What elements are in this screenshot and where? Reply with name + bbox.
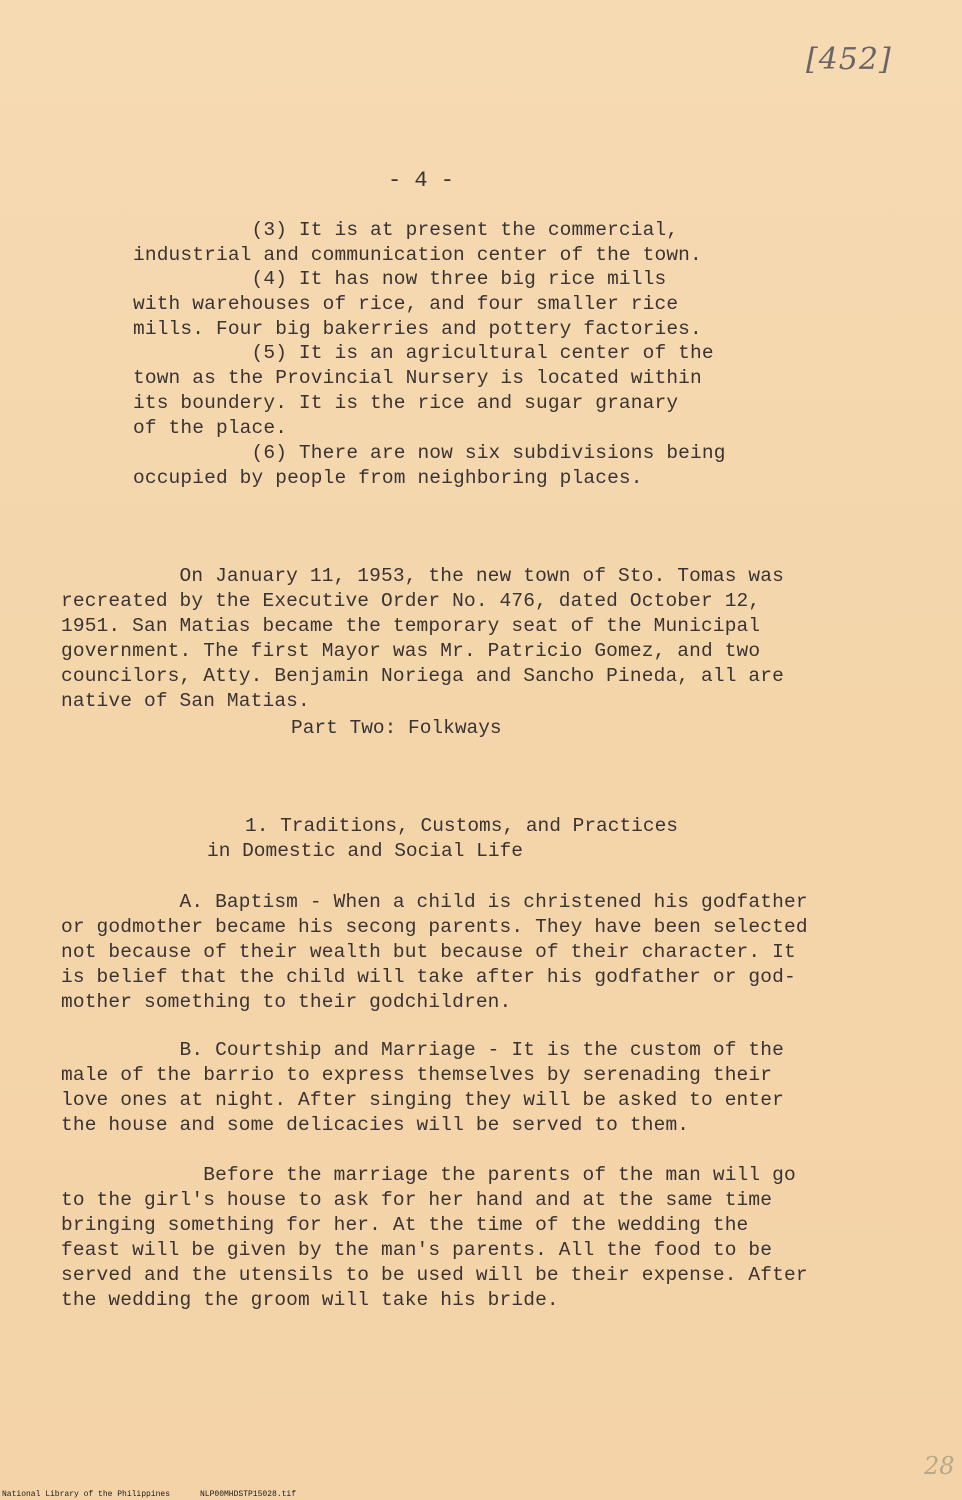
section-heading: 1. Traditions, Customs, and Practices in Domestic and Social Life	[207, 815, 678, 862]
footer-library: National Library of the Philippines	[2, 1490, 171, 1499]
paragraph-marriage: Before the marriage the parents of the man will go to the girl's house to ask for her hand and at the same time bringing something for her. At the time of the wedding the feast will be given by the man's parents. All the food to be served and the utensils to be used will be their expense. After the wedding the groom will take his bride.	[61, 1164, 808, 1311]
paragraph-new-town: On January 11, 1953, the new town of Sto. Tomas was recreated by the Executive Order No. 476, dated October 12, 1951. San Matias became the temporary seat of the Municipal government. The first Mayor was Mr. Patricio Gomez, and two councilors, Atty. Benjamin Noriega and Sancho Pineda, all are native of San Matias.	[61, 565, 784, 712]
list-item-3: (3) It is at present the commercial, industrial and communication center of the town.	[133, 219, 702, 266]
list-item-6: (6) There are now six subdivisions being occupied by people from neighboring places.	[133, 442, 726, 489]
part-heading: Part Two: Folkways	[291, 717, 502, 739]
paragraph-courtship: B. Courtship and Marriage - It is the custom of the male of the barrio to express themselves by serenading their love ones at night. After singing they will be asked to enter the house and some delicacies will be served to them.	[61, 1039, 784, 1136]
corner-page-mark: 28	[924, 1452, 955, 1480]
list-item-4: (4) It has now three big rice mills with warehouses of rice, and four smaller rice mills. Four big bakerries and pottery factories.	[133, 268, 702, 340]
scan-footer	[0, 1489, 962, 1500]
list-item-5: (5) It is an agricultural center of the town as the Provincial Nursery is located within its boundery. It is the rice and sugar granary of the place.	[133, 342, 714, 439]
footer-file-id: NLP00MHDSTP15028.tif	[200, 1490, 297, 1499]
handwritten-reference: [452]	[806, 42, 892, 77]
paragraph-baptism: A. Baptism - When a child is christened his godfather or godmother became his secong parents. They have been selected not because of their wealth but because of their character. It is belief that the child will take after his godfather or god- mother something to their godchildren.	[61, 891, 808, 1013]
page-number: - 4 -	[388, 168, 455, 193]
